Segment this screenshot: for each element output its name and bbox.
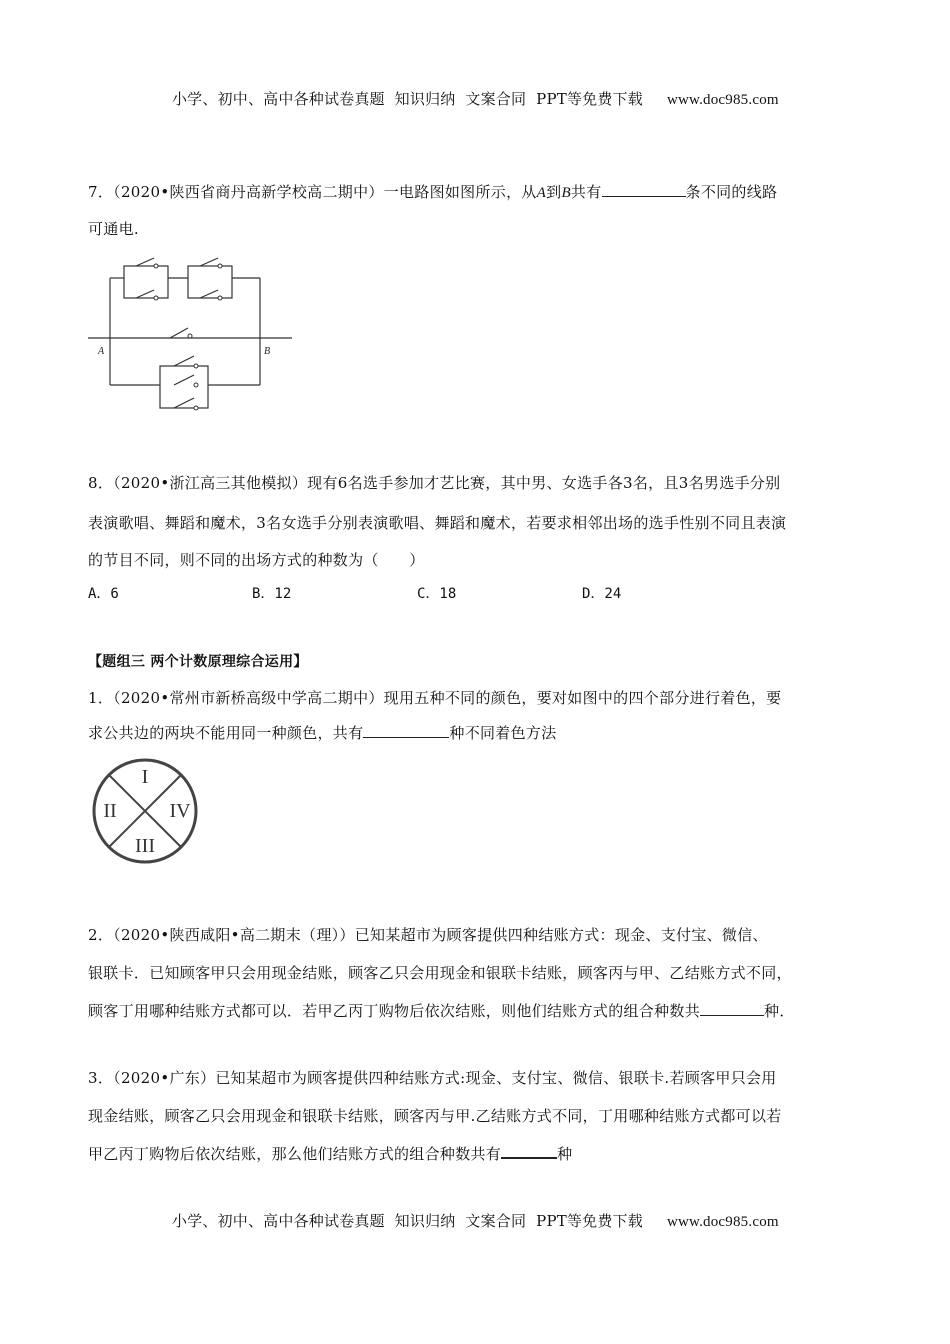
page-footer	[162, 1192, 779, 1231]
answer-blank	[700, 1001, 764, 1016]
s3q3-line3: 甲乙丙丁购物后依次结账，那么他们结账方式的组合种数共有 种	[88, 1145, 573, 1163]
region-iii: III	[135, 835, 155, 857]
region-ii: II	[103, 800, 117, 822]
s3q1-line2: 求公共边的两块不能用同一种颜色，共有 种不同着色方法	[88, 724, 557, 742]
s3q3-line2: 现金结账，顾客乙只会用现金和银联卡结账，顾客丙与甲.乙结账方式不同，丁用哪种结账方式都可以若	[88, 1107, 782, 1125]
footer-text: 小学、初中、高中各种试卷真题 知识归纳 文案合同 PPT等免费下载	[171, 1212, 643, 1230]
q7-line2: 可通电.	[88, 220, 139, 238]
circuit-diagram	[88, 248, 298, 418]
footer-url: www.doc985.com	[666, 1214, 779, 1230]
q7-line1: 7．（2020•陕西省商丹高新学校高二期中）一电路图如图所示，从A到B共有 条不同的线路	[88, 183, 778, 201]
q8-option-b: B．12	[252, 586, 292, 602]
answer-blank	[602, 182, 686, 197]
q8-option-d: D．24	[582, 586, 622, 602]
s3q3-line1: 3．（2020•广东）已知某超市为顾客提供四种结账方式:现金、支付宝、微信、银联卡.若顾客甲只会用	[88, 1069, 777, 1087]
q8-line3: 的节目不同，则不同的出场方式的种数为（ ）	[88, 551, 425, 569]
label-b: B	[264, 346, 271, 357]
s3q2-line2: 银联卡．已知顾客甲只会用现金结账，顾客乙只会用现金和银联卡结账，顾客丙与甲、乙结账方式不同，	[88, 964, 792, 982]
section-title: 【题组三 两个计数原理综合运用】	[88, 654, 308, 670]
q8-line2: 表演歌唱、舞蹈和魔术，3名女选手分别表演歌唱、舞蹈和魔术，若要求相邻出场的选手性别不同且表演	[88, 514, 787, 532]
q8-option-a: A．6	[88, 586, 119, 602]
s3q1-line1: 1．（2020•常州市新桥高级中学高二期中）现用五种不同的颜色，要对如图中的四个部分进行着色，要	[88, 689, 782, 707]
region-i: I	[141, 766, 149, 788]
page-header	[162, 70, 779, 109]
q8-line1: 8．（2020•浙江高三其他模拟）现有6名选手参加才艺比赛，其中男、女选手各3名，且3名男选手分别	[88, 474, 781, 492]
q8-option-c: C．18	[417, 586, 457, 602]
s3q2-line3: 顾客丁用哪种结账方式都可以．若甲乙丙丁购物后依次结账，则他们结账方式的组合种数共 种．	[88, 1002, 795, 1020]
s3q2-line1: 2．（2020•陕西咸阳•高二期末（理））已知某超市为顾客提供四种结账方式：现金、支付宝、微信、	[88, 926, 768, 944]
header-text: 小学、初中、高中各种试卷真题 知识归纳 文案合同 PPT等免费下载	[171, 90, 643, 108]
four-region-circle	[88, 758, 204, 868]
label-a: A	[98, 346, 105, 357]
region-iv: IV	[169, 800, 191, 822]
answer-blank	[501, 1143, 557, 1159]
answer-blank	[363, 723, 449, 738]
header-url: www.doc985.com	[666, 92, 779, 108]
